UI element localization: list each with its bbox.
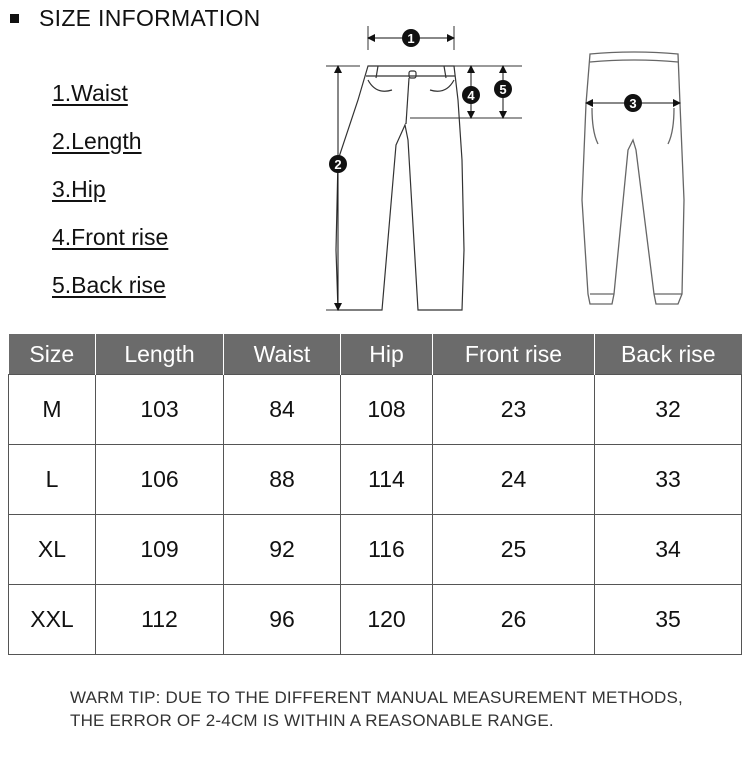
- cell-waist: 92: [224, 515, 341, 585]
- hip-dimension: [589, 94, 677, 112]
- cell-size: L: [9, 445, 96, 515]
- header-size: Size: [9, 334, 96, 375]
- page-title: SIZE INFORMATION: [39, 4, 261, 31]
- marker-3: 3: [629, 96, 637, 111]
- size-chart-table: [8, 334, 742, 655]
- jeans-front-illustration: [336, 66, 464, 310]
- table-row: [9, 375, 742, 445]
- waist-dimension: [368, 26, 454, 50]
- cell-back-rise: 34: [595, 515, 742, 585]
- jogger-pants-illustration: [582, 52, 684, 304]
- cell-size: XL: [9, 515, 96, 585]
- warm-tip-line-1: WARM TIP: DUE TO THE DIFFERENT MANUAL MEASUREMENT METHODS,: [70, 688, 683, 707]
- marker-5: 5: [499, 82, 507, 97]
- header-back-rise: Back rise: [595, 334, 742, 375]
- cell-hip: 116: [341, 515, 433, 585]
- cell-waist: 96: [224, 585, 341, 655]
- cell-back-rise: 35: [595, 585, 742, 655]
- header-waist: Waist: [224, 334, 341, 375]
- length-dimension: [326, 66, 360, 310]
- cell-size: M: [9, 375, 96, 445]
- marker-1: 1: [407, 31, 415, 46]
- legend-item-waist: 1.Waist: [52, 80, 128, 106]
- cell-front-rise: 26: [433, 585, 595, 655]
- header-front-rise: Front rise: [433, 334, 595, 375]
- cell-waist: 88: [224, 445, 341, 515]
- cell-hip: 120: [341, 585, 433, 655]
- cell-front-rise: 24: [433, 445, 595, 515]
- legend-item-back-rise: 5.Back rise: [52, 272, 166, 298]
- cell-size: XXL: [9, 585, 96, 655]
- marker-4: 4: [467, 88, 475, 103]
- cell-front-rise: 23: [433, 375, 595, 445]
- header-length: Length: [96, 334, 224, 375]
- cell-length: 109: [96, 515, 224, 585]
- cell-front-rise: 25: [433, 515, 595, 585]
- rise-dimensions: [410, 66, 522, 118]
- pants-measurement-diagram: [0, 0, 750, 330]
- table-row: [9, 585, 742, 655]
- cell-waist: 84: [224, 375, 341, 445]
- legend-item-length: 2.Length: [52, 128, 142, 154]
- cell-hip: 114: [341, 445, 433, 515]
- cell-length: 106: [96, 445, 224, 515]
- cell-hip: 108: [341, 375, 433, 445]
- cell-back-rise: 33: [595, 445, 742, 515]
- warm-tip: [70, 686, 683, 732]
- cell-back-rise: 32: [595, 375, 742, 445]
- legend-item-hip: 3.Hip: [52, 176, 106, 202]
- warm-tip-line-2: THE ERROR OF 2-4CM IS WITHIN A REASONABLE RANGE.: [70, 711, 554, 730]
- cell-length: 103: [96, 375, 224, 445]
- table-header-row: [9, 334, 742, 375]
- table-row: [9, 515, 742, 585]
- legend-item-front-rise: 4.Front rise: [52, 224, 169, 250]
- header-hip: Hip: [341, 334, 433, 375]
- cell-length: 112: [96, 585, 224, 655]
- table-row: [9, 445, 742, 515]
- marker-2: 2: [334, 157, 342, 172]
